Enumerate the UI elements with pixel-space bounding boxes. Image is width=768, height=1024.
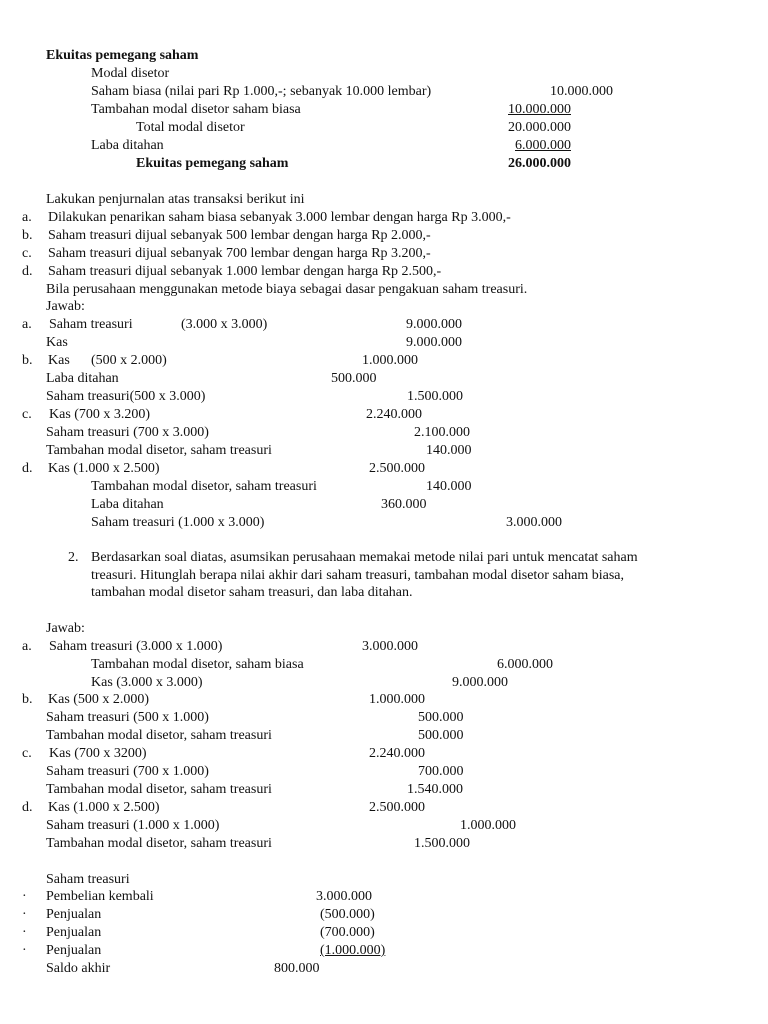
q1-item-a-marker: a.: [22, 210, 32, 225]
saham-biasa-label: Saham biasa (nilai pari Rp 1.000,-; sebanyak 10.000 lembar): [91, 84, 432, 99]
question2-line1: Berdasarkan soal diatas, asumsikan perusahaan memakai metode nilai pari untuk mencatat saham: [91, 550, 638, 565]
a1-c1-label: Kas (700 x 3.200): [49, 407, 151, 422]
q1-item-d-text: Saham treasuri dijual sebanyak 1.000 lembar dengan harga Rp 2.500,-: [48, 264, 442, 279]
a2-a3-label: Kas (3.000 x 3.000): [91, 675, 203, 690]
saham-biasa-value: 10.000.000: [550, 84, 613, 99]
a2-a-marker: a.: [22, 639, 32, 654]
a1-d4-label: Saham treasuri (1.000 x 3.000): [91, 515, 265, 530]
question2-line2: treasuri. Hitunglah berapa nilai akhir dari saham treasuri, tambahan modal disetor saham biasa,: [91, 568, 624, 583]
modal-disetor-heading: Modal disetor: [91, 66, 170, 81]
a2-a3-value: 9.000.000: [452, 675, 508, 690]
summary-r3-value: (700.000): [320, 925, 375, 940]
a1-a1-value: 9.000.000: [406, 317, 462, 332]
ekuitas-total-label: Ekuitas pemegang saham: [136, 156, 289, 171]
summary-r1-value: 3.000.000: [316, 889, 372, 904]
a1-b1-value: 1.000.000: [362, 353, 418, 368]
question1-intro: Lakukan penjurnalan atas transaksi berikut ini: [46, 192, 305, 207]
summary-bullet: ·: [22, 925, 27, 940]
laba-ditahan-label: Laba ditahan: [91, 138, 164, 153]
summary-r3-label: Penjualan: [46, 925, 102, 940]
a1-a2-value: 9.000.000: [406, 335, 462, 350]
a2-b2-label: Saham treasuri (500 x 1.000): [46, 710, 209, 725]
a1-b3-label: Saham treasuri(500 x 3.000): [46, 389, 206, 404]
a1-b-marker: b.: [22, 353, 33, 368]
question2-number: 2.: [68, 550, 79, 565]
a1-d2-value: 140.000: [426, 479, 472, 494]
q1-item-b-text: Saham treasuri dijual sebanyak 500 lembar dengan harga Rp 2.000,-: [48, 228, 431, 243]
a1-d3-value: 360.000: [381, 497, 427, 512]
a1-c2-value: 2.100.000: [414, 425, 470, 440]
q1-method: Bila perusahaan menggunakan metode biaya sebagai dasar pengakuan saham treasuri.: [46, 282, 528, 297]
a1-c2-label: Saham treasuri (700 x 3.000): [46, 425, 209, 440]
a1-b3-value: 1.500.000: [407, 389, 463, 404]
a2-b1-label: Kas (500 x 2.000): [48, 692, 150, 707]
a2-d1-label: Kas (1.000 x 2.500): [48, 800, 160, 815]
a2-d-marker: d.: [22, 800, 33, 815]
a1-c3-label: Tambahan modal disetor, saham treasuri: [46, 443, 272, 458]
a1-d4-value: 3.000.000: [506, 515, 562, 530]
summary-bullet: ·: [22, 943, 27, 958]
q1-item-c-marker: c.: [22, 246, 32, 261]
laba-ditahan-value: 6.000.000: [515, 138, 571, 153]
a1-c1-value: 2.240.000: [366, 407, 422, 422]
a2-c3-label: Tambahan modal disetor, saham treasuri: [46, 782, 272, 797]
a1-d1-label: Kas (1.000 x 2.500): [48, 461, 160, 476]
summary-r4-label: Penjualan: [46, 943, 102, 958]
a1-d1-value: 2.500.000: [369, 461, 425, 476]
summary-bullet: ·: [22, 907, 27, 922]
a1-b2-label: Laba ditahan: [46, 371, 119, 386]
summary-r2-label: Penjualan: [46, 907, 102, 922]
a1-a1-calc: (3.000 x 3.000): [181, 317, 268, 332]
a2-b3-label: Tambahan modal disetor, saham treasuri: [46, 728, 272, 743]
summary-r2-value: (500.000): [320, 907, 375, 922]
a1-d3-label: Laba ditahan: [91, 497, 164, 512]
a1-c-marker: c.: [22, 407, 32, 422]
a2-d2-value: 1.000.000: [460, 818, 516, 833]
summary-r1-label: Pembelian kembali: [46, 889, 154, 904]
a2-jawab: Jawab:: [46, 621, 85, 636]
a2-c1-value: 2.240.000: [369, 746, 425, 761]
a2-b-marker: b.: [22, 692, 33, 707]
ekuitas-total-value: 26.000.000: [508, 156, 571, 171]
a2-c3-value: 1.540.000: [407, 782, 463, 797]
a2-d3-value: 1.500.000: [414, 836, 470, 851]
a2-c-marker: c.: [22, 746, 32, 761]
a2-a2-label: Tambahan modal disetor, saham biasa: [91, 657, 304, 672]
a1-b1-calc: (500 x 2.000): [91, 353, 167, 368]
q1-item-d-marker: d.: [22, 264, 33, 279]
a2-b3-value: 500.000: [418, 728, 464, 743]
a1-a2-label: Kas: [46, 335, 68, 350]
q1-item-b-marker: b.: [22, 228, 33, 243]
a2-b2-value: 500.000: [418, 710, 464, 725]
a2-d1-value: 2.500.000: [369, 800, 425, 815]
a2-c2-label: Saham treasuri (700 x 1.000): [46, 764, 209, 779]
a1-a1-label: Saham treasuri: [49, 317, 133, 332]
tambahan-modal-label: Tambahan modal disetor saham biasa: [91, 102, 301, 117]
a1-d-marker: d.: [22, 461, 33, 476]
a1-a-marker: a.: [22, 317, 32, 332]
summary-bullet: ·: [22, 889, 27, 904]
summary-r4-value: (1.000.000): [320, 943, 386, 958]
summary-title: Saham treasuri: [46, 872, 130, 887]
a2-d2-label: Saham treasuri (1.000 x 1.000): [46, 818, 220, 833]
a1-d2-label: Tambahan modal disetor, saham treasuri: [91, 479, 317, 494]
total-modal-label: Total modal disetor: [136, 120, 245, 135]
a2-c1-label: Kas (700 x 3200): [49, 746, 147, 761]
q1-item-a-text: Dilakukan penarikan saham biasa sebanyak 3.000 lembar dengan harga Rp 3.000,-: [48, 210, 511, 225]
question2-line3: tambahan modal disetor saham treasuri, dan laba ditahan.: [91, 585, 413, 600]
a1-b2-value: 500.000: [331, 371, 377, 386]
q1-item-c-text: Saham treasuri dijual sebanyak 700 lembar dengan harga Rp 3.200,-: [48, 246, 431, 261]
a1-c3-value: 140.000: [426, 443, 472, 458]
equity-title: Ekuitas pemegang saham: [46, 48, 199, 63]
a2-b1-value: 1.000.000: [369, 692, 425, 707]
summary-saldo-value: 800.000: [274, 961, 320, 976]
a2-a1-label: Saham treasuri (3.000 x 1.000): [49, 639, 223, 654]
a1-b1-label: Kas: [48, 353, 70, 368]
summary-saldo-label: Saldo akhir: [46, 961, 111, 976]
total-modal-value: 20.000.000: [508, 120, 571, 135]
a2-a2-value: 6.000.000: [497, 657, 553, 672]
tambahan-modal-value: 10.000.000: [508, 102, 571, 117]
q1-jawab: Jawab:: [46, 299, 85, 314]
a2-c2-value: 700.000: [418, 764, 464, 779]
a2-d3-label: Tambahan modal disetor, saham treasuri: [46, 836, 272, 851]
a2-a1-value: 3.000.000: [362, 639, 418, 654]
